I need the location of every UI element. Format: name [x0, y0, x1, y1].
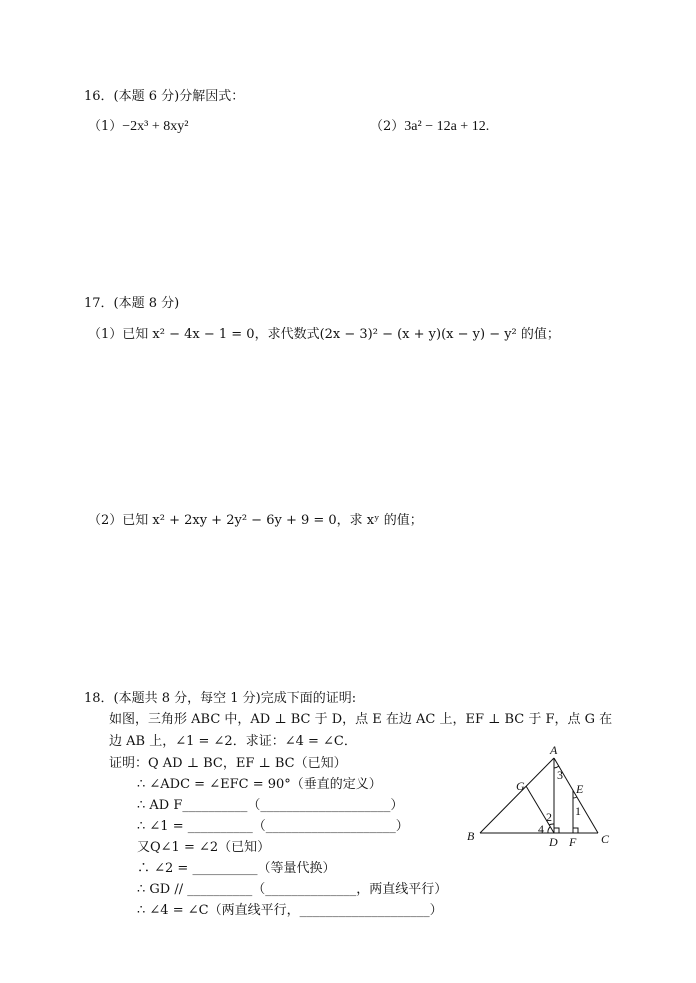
q18-step2: ∴ AD F__________（____________________） — [137, 798, 404, 813]
q18-step6: ∴ GD // __________（______________，两直线平行） — [137, 882, 448, 897]
q18-statement-line1: 如图，三角形 ABC 中，AD ⊥ BC 于 D，点 E 在边 AC 上，EF ⊥ BC 于 F，点 G 在 — [109, 712, 613, 727]
angle-arc-2 — [549, 824, 554, 825]
angle-arc-4 — [548, 827, 550, 833]
label-angle-3: 3 — [557, 768, 563, 782]
q18-step3: ∴ ∠1 = __________（____________________） — [137, 819, 409, 834]
q18-step4: 又Q∠1 = ∠2（已知） — [137, 840, 271, 855]
q18-step5: ∴ ∠2 = __________（等量代换） — [137, 861, 336, 876]
angle-arc-1 — [573, 797, 577, 798]
q16-part1-expression: −2x³ + 8xy² — [122, 119, 189, 134]
label-a: A — [550, 743, 558, 757]
q18-step1: ∴ ∠ADC = ∠EFC = 90°（垂直的定义） — [137, 777, 382, 792]
q18-statement-line2: 边 AB 上，∠1 = ∠2．求证：∠4 = ∠C． — [109, 734, 357, 749]
q16-part1 — [88, 118, 188, 136]
q18-step7: ∴ ∠4 = ∠C（两直线平行，____________________） — [137, 903, 443, 918]
label-e: E — [576, 782, 584, 796]
label-b: B — [467, 829, 475, 843]
triangle-figure — [462, 740, 622, 852]
q18-proof-intro: 证明：Q AD ⊥ BC，EF ⊥ BC（已知） — [109, 756, 347, 771]
q18-title: 18．(本题共 8 分，每空 1 分)完成下面的证明: — [84, 691, 357, 706]
right-angle-mark-d — [554, 828, 559, 833]
right-angle-mark-f — [573, 828, 578, 833]
label-d: D — [549, 835, 558, 849]
q17-part2: （2）已知 x² + 2xy + 2y² − 6y + 9 = 0，求 xʸ 的值； — [88, 513, 423, 528]
q17-title: 17．(本题 8 分) — [84, 296, 180, 311]
label-angle-4: 4 — [538, 822, 544, 836]
label-f: F — [569, 835, 577, 849]
label-angle-1: 1 — [575, 804, 581, 818]
q16-part1-label: （1） — [88, 119, 123, 134]
label-c: C — [601, 832, 610, 846]
q16-part2-expression: 3a² − 12a + 12. — [404, 119, 490, 134]
q16-part2-label: （2） — [370, 119, 405, 134]
q17-part1: （1）已知 x² − 4x − 1 = 0，求代数式(2x − 3)² − (x + y)(x − y) − y² 的值； — [88, 327, 560, 342]
label-angle-2: 2 — [546, 810, 552, 824]
label-g: G — [516, 779, 525, 793]
q16-part2 — [370, 118, 489, 136]
q16-title: 16．(本题 6 分)分解因式： — [84, 89, 245, 104]
